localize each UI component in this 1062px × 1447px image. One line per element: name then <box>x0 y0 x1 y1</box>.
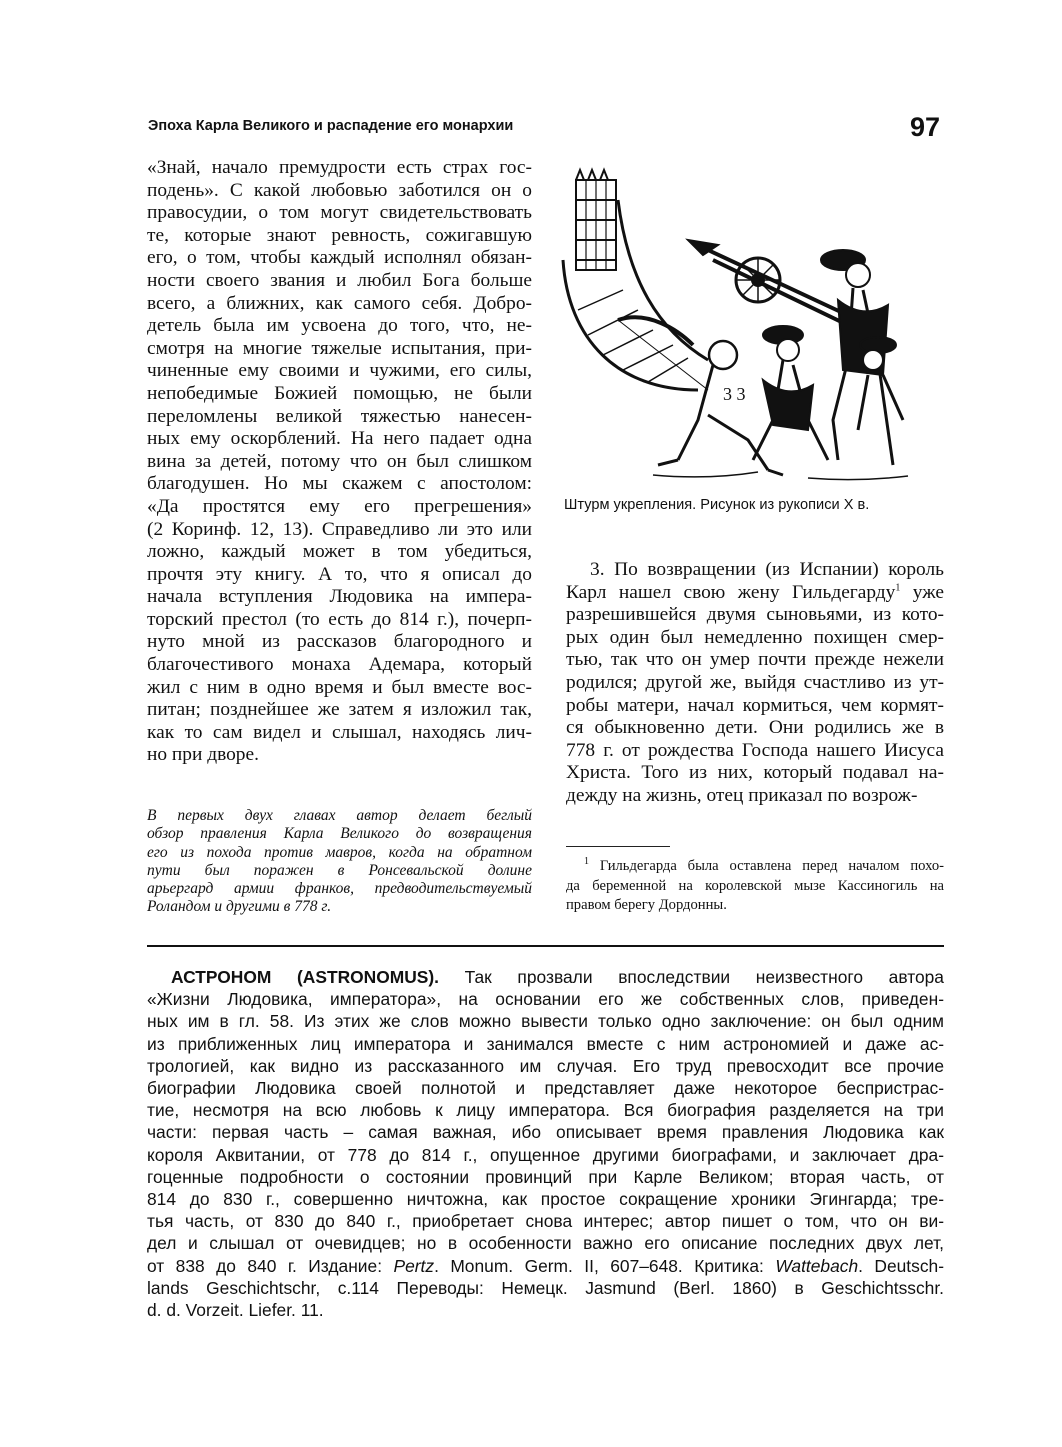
text-line: обзор правления Карла Великого до возвращения <box>147 825 532 843</box>
text-line: Христа. Того из них, который подавал на- <box>566 762 944 784</box>
text-line: начала вступления Людовика на импера- <box>147 586 532 608</box>
text-fragment: от 838 до 840 г. Издание: <box>147 1255 394 1276</box>
siege-illustration <box>558 160 943 490</box>
text-line: арьергард армии франков, предводительствуемый <box>147 880 532 898</box>
text-line: дежду на жизнь, отец приказал по возрож- <box>566 784 918 806</box>
text-line: торский престол (то есть до 814 г.), почерп- <box>147 608 532 630</box>
text-line: гоценные подробности о состоянии провинций при Карле Великом; вторая часть, от <box>147 1166 944 1187</box>
text-line: да беременной на королевской мызе Кассиногиль на <box>566 877 944 894</box>
text-line: переломлены великой тяжестью нанесен- <box>147 405 532 427</box>
text-fragment: . Deutsch- <box>858 1255 944 1276</box>
text-line: благодушен. Но мы скажем с апостолом: <box>147 473 532 495</box>
text-line: разрешившейся двумя сыновьями, из кото- <box>566 604 944 626</box>
text-line: lands Geschichtschr, c.114 Переводы: Немецк. Jasmund (Berl. 1860) в Geschichtsschr. <box>147 1277 944 1298</box>
article-astronomus <box>147 966 944 1321</box>
text-line: подень». С какой любовью заботился он о <box>147 179 532 201</box>
text-line: биографии Людовика своей полнотой и представляет даже некоторое беспристрас- <box>147 1078 944 1099</box>
text-line: благочестивого монаха Адемара, который <box>147 654 532 676</box>
text-line: но при дворе. <box>147 744 259 766</box>
section-divider <box>147 945 944 947</box>
text-line: дел и слышал от очевидцев; но в особенности важно его описание последних двух лет, <box>147 1233 944 1254</box>
text-line: те, которые знают ревность, сожигавшую <box>147 224 532 246</box>
text-fragment: уже <box>900 581 944 603</box>
text-line: пути был поражен в Ронсевальской долине <box>147 861 532 879</box>
text-fragment: . Monum. Germ. II, 607–648. Критика: <box>434 1255 776 1276</box>
article-heading: АСТРОНОМ (ASTRONOMUS). <box>171 967 440 987</box>
text-line: прочтя эту книгу. А то, что я описал до <box>147 563 532 585</box>
text-line: правосудии, о том могут свидетельствовать <box>147 202 532 224</box>
text-line: смотря на многие тяжелые испытания, при- <box>147 337 532 359</box>
text-line: ных ему оскорблений. На него падает одна <box>147 428 532 450</box>
text-line: чиненные ему своими и чужими, его силы, <box>147 360 532 382</box>
footnote <box>566 857 944 916</box>
text-line: короля Аквитании, от 778 до 814 г., опущенное другими биографами, и заключает дра- <box>147 1144 944 1165</box>
text-line: рых один был немедленно похищен смер- <box>566 626 944 648</box>
text-line: питан; позднейшее же затем я изложил так, <box>147 699 532 721</box>
right-column-rest <box>566 604 944 807</box>
text-line: «Жизни Людовика, императора», на основании его же собственных слов, приведен- <box>147 989 944 1010</box>
text-line: его из похода против мавров, когда на обратном <box>147 843 532 861</box>
text-line: жил с ним в одно время и был вместе вос- <box>147 676 532 698</box>
text-fragment: Карл нашел свою жену Гильдегарду <box>566 581 896 603</box>
text-line: ложно, каждый может в том убедиться, <box>147 541 532 563</box>
text-line: родился; другой же, выйдя счастливо из ут- <box>566 671 944 693</box>
text-line: Роландом и другими в 778 г. <box>147 898 332 916</box>
text-fragment: Так прозвали впоследствии неизвестного автора <box>439 967 944 987</box>
text-line: тие, несмотря на всю любовь к лицу императора. Вся биография разделяется на три <box>147 1100 944 1121</box>
text-line: ности своего звания и любил Бога больше <box>147 269 532 291</box>
text-line: ных им в гл. 58. Из этих же слов можно вывести только одно заключение: он был одним <box>147 1011 944 1032</box>
article-body <box>147 988 944 1254</box>
text-line: «Знай, начало премудрости есть страх гос- <box>147 157 532 178</box>
edition-author: Pertz <box>393 1255 435 1276</box>
text-line: «Да простятся ему его прегрешения» <box>147 495 532 517</box>
svg-text:3 3: 3 3 <box>723 384 746 404</box>
text-line: ся обыкновенно дети. Они родились же в <box>566 717 944 739</box>
text-line: 3. По возвращении (из Испании) король <box>590 559 944 580</box>
text-line <box>566 857 944 877</box>
text-line: 814 до 830 г., совершенно ничтожна, как простое сокращение хроники Эгингарда; тре- <box>147 1189 944 1210</box>
text-line: всего, а ближних, как самого себя. Добро- <box>147 292 532 314</box>
text-line: нуто мной из рассказов благородного и <box>147 631 532 653</box>
figure-caption: Штурм укрепления. Рисунок из рукописи X в. <box>564 497 870 513</box>
text-line: d. d. Vorzeit. Liefer. 11. <box>147 1300 324 1321</box>
running-header: Эпоха Карла Великого и распадение его монархии <box>148 118 514 134</box>
left-column-text <box>147 157 532 767</box>
text-line <box>147 966 944 988</box>
text-line: непобедимые Божией помощью, не были <box>147 382 532 404</box>
text-line: тья часть, от 830 до 840 г., приобретает снова интерес; автор пишет о том, что он ви- <box>147 1211 944 1232</box>
text-line: трологией, как видно из рассказанного им случая. Его труд превосходит все прочие <box>147 1055 944 1076</box>
editor-note <box>147 807 532 917</box>
text-line: детель была им усвоена до того, что, не- <box>147 315 532 337</box>
text-line: робы матери, начал кормиться, чем кормят- <box>566 694 944 716</box>
right-column-text <box>566 559 944 808</box>
footnote-marker: 1 <box>584 856 589 868</box>
text-line: вина за детей, потому что он был слишком <box>147 450 532 472</box>
text-line: тью, так что он умер почти прежде нежели <box>566 649 944 671</box>
text-line: В первых двух главах автор делает беглый <box>147 807 532 824</box>
text-line: из приближенных лиц императора и занимался вместе с ним астрономией и даже ас- <box>147 1033 944 1054</box>
critic-author: Wattebach <box>775 1255 859 1276</box>
text-line: 778 г. от рождества Господа нашего Иисуса <box>566 739 944 761</box>
page-number: 97 <box>910 112 941 142</box>
footnote-rest <box>566 877 944 916</box>
text-line: части: первая часть – самая важная, ибо описывает время правления Людовика как <box>147 1122 944 1143</box>
text-line <box>566 582 944 605</box>
text-fragment: Гильдегарда была оставлена перед началом похо- <box>589 858 944 874</box>
text-line: его, о том, чтобы каждый исполнял обязан- <box>147 247 532 269</box>
article-end <box>147 1277 944 1321</box>
footnote-divider <box>566 846 670 847</box>
footnote-marker[interactable]: 1 <box>895 582 901 594</box>
text-line: как то сам видел и слышал, находясь лич- <box>147 721 532 743</box>
text-line: правом берегу Дордонны. <box>566 897 727 914</box>
text-line <box>147 1255 944 1277</box>
text-line: (2 Коринф. 12, 13). Справедливо ли это или <box>147 518 532 540</box>
